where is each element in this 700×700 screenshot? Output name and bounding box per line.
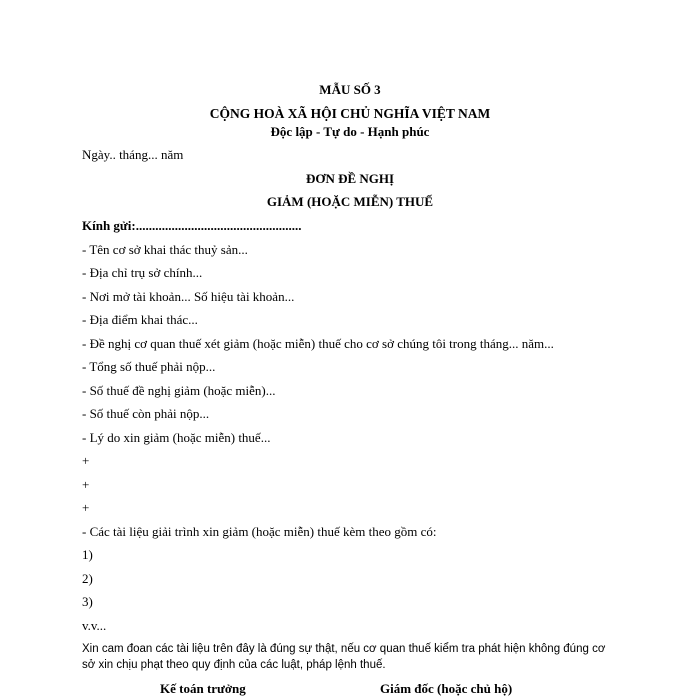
attached-document-item: 1) [82,547,93,562]
attached-document-item: 2) [82,571,93,586]
field-fishing-location: - Địa điểm khai thác... [82,312,198,327]
signature-chief-accountant: Kế toán trưởng [160,681,246,696]
document-title-line1: ĐƠN ĐỀ NGHỊ [305,171,395,186]
field-reason: - Lý do xin giảm (hoặc miễn) thuế... [82,430,271,445]
addressee-label: Kính gửi: [82,218,136,233]
attached-document-item: v.v... [82,618,107,633]
attached-document-item: 3) [82,594,93,609]
addressee-dots: ................................................... [135,218,302,233]
field-head-office-address: - Địa chỉ trụ sở chính... [82,265,203,280]
signature-director: Giám đốc (hoặc chủ hộ) [380,681,513,696]
declaration-line2: sở xin chịu phạt theo quy định của các luật, pháp lệnh thuế. [82,659,386,671]
reason-item: + [82,500,90,515]
field-total-tax: - Tổng số thuế phải nộp... [82,359,216,374]
attached-documents-label: - Các tài liệu giải trình xin giảm (hoặc miễn) thuế kèm theo gồm có: [82,524,437,539]
reason-item: + [82,453,90,468]
document-title-line2: GIẢM (HOẶC MIỄN) THUẾ [266,194,434,209]
country-name: CỘNG HOÀ XÃ HỘI CHỦ NGHĨA VIỆT NAM [209,106,491,121]
national-motto: Độc lập - Tự do - Hạnh phúc [270,124,430,139]
field-tax-reduction-requested: - Số thuế đề nghị giảm (hoặc miễn)... [82,383,276,398]
field-facility-name: - Tên cơ sở khai thác thuỷ sản... [82,242,248,257]
declaration-line1: Xin cam đoan các tài liệu trên đây là đúng sự thật, nếu cơ quan thuế kiểm tra phát hiện không đúng cơ [82,643,606,655]
date-line: Ngày.. tháng... năm [82,147,184,162]
form-number: MẪU SỐ 3 [319,82,381,97]
addressee-line [82,218,301,234]
field-remaining-tax: - Số thuế còn phải nộp... [82,406,210,421]
field-request-period: - Đề nghị cơ quan thuế xét giảm (hoặc miễn) thuế cho cơ sở chúng tôi trong tháng... năm... [82,336,554,351]
reason-item: + [82,477,90,492]
field-bank-account: - Nơi mở tài khoản... Số hiệu tài khoản... [82,289,295,304]
